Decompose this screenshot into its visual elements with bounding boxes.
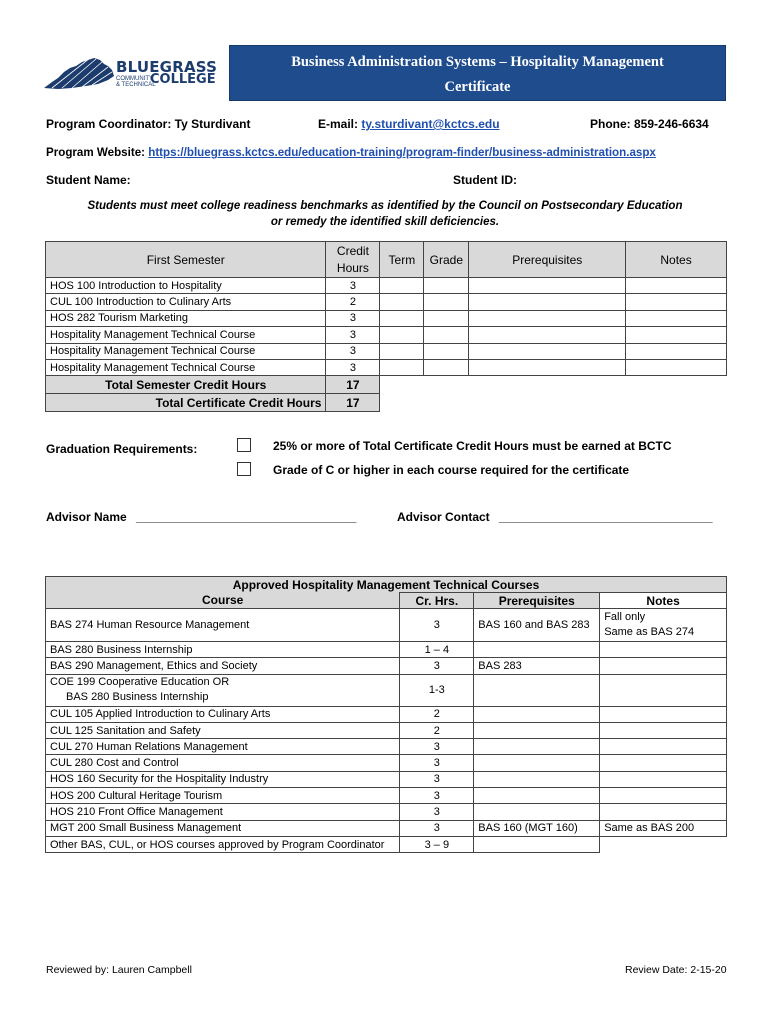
credit-hours: 3: [326, 359, 380, 375]
notes: [600, 836, 727, 852]
notes-line2: Same as BAS 274: [604, 626, 695, 638]
notes: [600, 755, 727, 771]
table-row: [46, 739, 727, 755]
credit-hours: 3: [400, 771, 474, 787]
credit-hours: 3: [326, 310, 380, 326]
review-date: Review Date: 2-15-20: [625, 964, 727, 976]
header-credit-hours: [326, 242, 380, 278]
table-row: [46, 722, 727, 738]
credit-hours: 2: [326, 294, 380, 310]
header-hours: Hours: [336, 260, 369, 275]
prerequisites: [474, 706, 600, 722]
graduation-label: Graduation Requirements:: [46, 442, 198, 456]
req2-checkbox[interactable]: [237, 462, 251, 476]
notes: [600, 804, 727, 820]
credit-hours: 3 – 9: [400, 836, 474, 852]
notes: Same as BAS 200: [600, 820, 727, 836]
prerequisites: [474, 804, 600, 820]
credit-hours: 1 – 4: [400, 642, 474, 658]
course-name: CUL 125 Sanitation and Safety: [46, 722, 400, 738]
advisor-name-label: Advisor Name: [46, 510, 127, 524]
header-cr-hrs: Cr. Hrs.: [400, 593, 474, 609]
notes: [600, 722, 727, 738]
prerequisites: [474, 771, 600, 787]
table-row: [46, 278, 727, 294]
header-notes: Notes: [600, 593, 727, 609]
logo-technical: & TECHNICAL: [116, 82, 156, 88]
total-certificate-row: [46, 394, 727, 412]
prerequisites: [474, 674, 600, 706]
technical-courses-header: [46, 593, 727, 609]
term-cell[interactable]: [380, 310, 424, 326]
header-term: Term: [380, 242, 424, 278]
total-semester-row: [46, 376, 727, 394]
notes: [600, 788, 727, 804]
course-name: Hospitality Management Technical Course: [46, 359, 326, 375]
table-row: [46, 755, 727, 771]
header-prerequisites: Prerequisites: [474, 593, 600, 609]
table-row: [46, 609, 727, 642]
table-row: [46, 771, 727, 787]
notes: [600, 771, 727, 787]
table-row: [46, 706, 727, 722]
prerequisites: [474, 755, 600, 771]
table-row: [46, 343, 727, 359]
prerequisites: BAS 160 (MGT 160): [474, 820, 600, 836]
prerequisites: [474, 788, 600, 804]
grade-cell[interactable]: [424, 310, 469, 326]
website-label: Program Website:: [46, 146, 149, 159]
student-name-label: Student Name:: [46, 173, 131, 187]
readiness-notice-line2: or remedy the identified skill deficiencies.: [270, 216, 500, 228]
credit-hours: 3: [326, 327, 380, 343]
term-cell[interactable]: [380, 359, 424, 375]
course-name: Hospitality Management Technical Course: [46, 343, 326, 359]
table-row: [46, 642, 727, 658]
prerequisites: BAS 283: [474, 658, 600, 674]
credit-hours: 3: [326, 343, 380, 359]
first-semester-header: [46, 242, 727, 278]
header-course: Course: [46, 593, 400, 609]
email-line: [318, 117, 500, 131]
credit-hours: 3: [400, 739, 474, 755]
technical-courses-caption-row: [46, 577, 727, 593]
course-name: BAS 274 Human Resource Management: [46, 609, 400, 642]
program-coordinator: Program Coordinator: Ty Sturdivant: [46, 117, 251, 131]
grade-cell[interactable]: [424, 294, 469, 310]
credit-hours: 2: [400, 706, 474, 722]
course-name: HOS 100 Introduction to Hospitality: [46, 278, 326, 294]
course-line1: COE 199 Cooperative Education OR: [50, 676, 230, 689]
email-label: E-mail:: [318, 117, 362, 131]
term-cell[interactable]: [380, 294, 424, 310]
advisor-contact-line: [397, 510, 713, 524]
credit-hours: 3: [400, 609, 474, 642]
prerequisites: [474, 836, 600, 852]
title-line1: Business Administration Systems – Hospitality Management: [291, 54, 664, 70]
header-grade: Grade: [424, 242, 469, 278]
prereq-cell: [469, 359, 626, 375]
credit-hours: 2: [400, 722, 474, 738]
grade-cell[interactable]: [424, 327, 469, 343]
title-line2: Certificate: [444, 79, 511, 95]
course-name: CUL 105 Applied Introduction to Culinary Arts: [46, 706, 400, 722]
term-cell[interactable]: [380, 278, 424, 294]
logo-community: COMMUNITY: [116, 76, 153, 82]
advisor-contact-label: Advisor Contact: [397, 510, 490, 524]
notes-cell[interactable]: [626, 359, 727, 375]
header-prerequisites: Prerequisites: [469, 242, 626, 278]
notes-cell[interactable]: [626, 278, 727, 294]
notes: [600, 642, 727, 658]
credit-hours: 3: [400, 788, 474, 804]
course-name: BAS 290 Management, Ethics and Society: [46, 658, 400, 674]
reviewed-by: Reviewed by: Lauren Campbell: [46, 964, 192, 976]
notes-cell[interactable]: [626, 343, 727, 359]
course-name: HOS 160 Security for the Hospitality Industry: [46, 771, 400, 787]
course-line2: BAS 280 Business Internship: [66, 691, 209, 704]
grade-cell[interactable]: [424, 278, 469, 294]
table-row: [46, 820, 727, 836]
course-name: Other BAS, CUL, or HOS courses approved by Program Coordinator: [46, 836, 400, 852]
total-certificate-label: Total Certificate Credit Hours: [46, 394, 326, 412]
credit-hours: 3: [400, 755, 474, 771]
total-semester-value: 17: [326, 376, 380, 394]
advisor-contact-field[interactable]: ________________________________: [499, 510, 713, 524]
advisor-name-field[interactable]: _________________________________: [136, 510, 357, 524]
req1-checkbox[interactable]: [237, 438, 251, 452]
header-credit: Credit: [336, 243, 369, 258]
table-row: [46, 788, 727, 804]
term-cell[interactable]: [380, 327, 424, 343]
table-row: [46, 836, 727, 852]
notes: [600, 674, 727, 706]
prerequisites: BAS 160 and BAS 283: [474, 609, 600, 642]
advisor-name-line: [46, 510, 356, 524]
credit-hours: 3: [400, 804, 474, 820]
prereq-cell: [469, 310, 626, 326]
table-row: [46, 310, 727, 326]
total-certificate-value: 17: [326, 394, 380, 412]
table-row: [46, 674, 727, 706]
course-name: BAS 280 Business Internship: [46, 642, 400, 658]
technical-courses-table: [45, 576, 727, 853]
course-name: HOS 210 Front Office Management: [46, 804, 400, 820]
course-name: HOS 200 Cultural Heritage Tourism: [46, 788, 400, 804]
notes: [600, 658, 727, 674]
phone: Phone: 859-246-6634: [590, 117, 709, 131]
notes-cell[interactable]: [626, 327, 727, 343]
credit-hours: 1-3: [400, 674, 474, 706]
course-name: Hospitality Management Technical Course: [46, 327, 326, 343]
notes-line1: Fall only: [604, 611, 646, 623]
table-row: [46, 327, 727, 343]
grade-cell[interactable]: [424, 359, 469, 375]
credit-hours: 3: [400, 820, 474, 836]
kentucky-map-icon: [42, 54, 116, 94]
spacer: [380, 394, 727, 412]
prereq-cell: [469, 294, 626, 310]
first-semester-table: [45, 241, 727, 412]
spacer: [380, 376, 727, 394]
notes: [600, 706, 727, 722]
course-name: CUL 270 Human Relations Management: [46, 739, 400, 755]
prereq-cell: [469, 327, 626, 343]
website-link[interactable]: https://bluegrass.kctcs.edu/education-training/program-finder/business-administration.aspx: [148, 146, 656, 159]
readiness-notice-line1: Students must meet college readiness benchmarks as identified by the Council on Postsecondary Education: [87, 200, 683, 212]
table-row: [46, 658, 727, 674]
technical-courses-caption: Approved Hospitality Management Technical Courses: [46, 577, 727, 593]
header-notes: Notes: [626, 242, 727, 278]
prereq-cell: [469, 278, 626, 294]
prereq-cell: [469, 343, 626, 359]
student-id-label: Student ID:: [453, 173, 517, 187]
total-semester-label: Total Semester Credit Hours: [46, 376, 326, 394]
table-row: [46, 804, 727, 820]
course-name: CUL 280 Cost and Control: [46, 755, 400, 771]
course-name: [46, 674, 400, 706]
table-row: [46, 294, 727, 310]
credit-hours: 3: [400, 658, 474, 674]
grade-cell[interactable]: [424, 343, 469, 359]
graduation-req2: Grade of C or higher in each course required for the certificate: [273, 463, 630, 477]
notes: [600, 739, 727, 755]
logo-name-line1: BLUEGRASS: [116, 58, 218, 76]
notes: [600, 609, 727, 642]
table-row: [46, 359, 727, 375]
email-link[interactable]: ty.sturdivant@kctcs.edu: [361, 117, 500, 131]
prerequisites: [474, 722, 600, 738]
header-first-semester: First Semester: [46, 242, 326, 278]
logo-name-line3: COLLEGE: [150, 72, 216, 87]
graduation-req1: 25% or more of Total Certificate Credit Hours must be earned at BCTC: [273, 439, 672, 453]
course-name: HOS 282 Tourism Marketing: [46, 310, 326, 326]
prerequisites: [474, 739, 600, 755]
notes-cell[interactable]: [626, 294, 727, 310]
college-logo: [42, 54, 218, 94]
course-name: MGT 200 Small Business Management: [46, 820, 400, 836]
prerequisites: [474, 642, 600, 658]
notes-cell[interactable]: [626, 310, 727, 326]
term-cell[interactable]: [380, 343, 424, 359]
credit-hours: 3: [326, 278, 380, 294]
website-line: [46, 146, 656, 159]
course-name: CUL 100 Introduction to Culinary Arts: [46, 294, 326, 310]
document-title: [229, 45, 726, 101]
